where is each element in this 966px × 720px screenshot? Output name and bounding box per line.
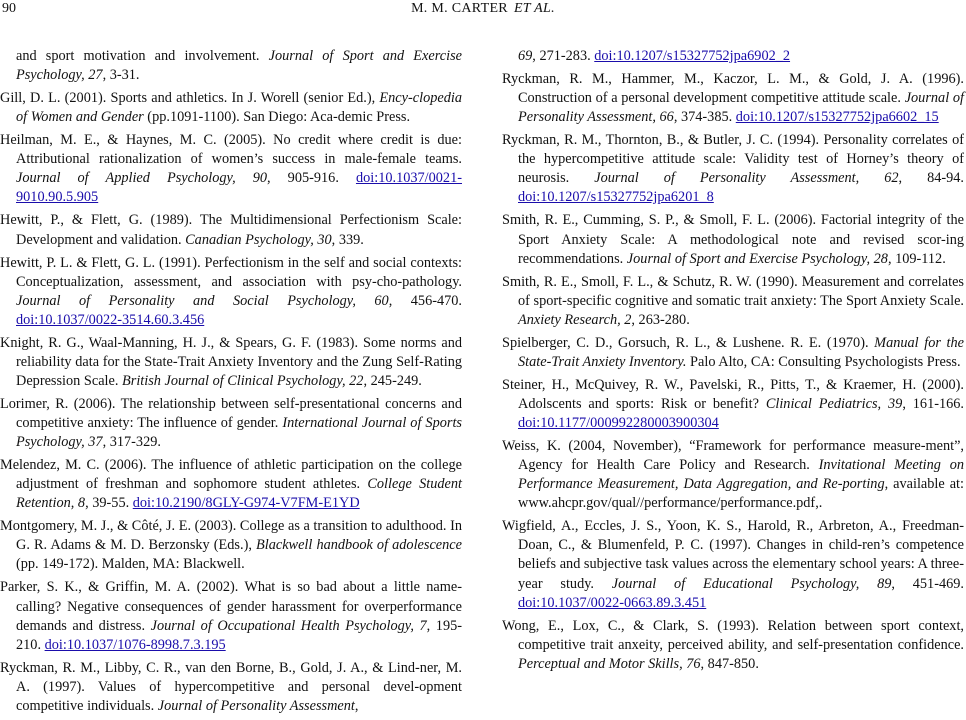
reference-text: Weiss, K. (2004, November), “Framework for performance measure-ment”, Agency for Health Care Policy and Research. [502,438,964,474]
reference-entry [502,70,964,127]
reference-journal: Perceptual and Motor Skills, 76 [518,655,701,672]
reference-pages: , 161-166. [902,395,965,412]
reference-entry [0,456,462,513]
reference-text: Gill, D. L. (2001). Sports and athletics. In J. Worell (senior Ed.), [0,90,380,107]
reference-text: Ryckman, R. M., Thornton, B., & Butler, J. C. (1994). Personality correlates of the hypercompetitive attitude scale: Validity test of Horney’s theory of neurosis. [502,132,964,187]
reference-pages: , 456-470. [388,292,463,309]
reference-journal: Journal of Personality and Social Psychology, 60 [16,292,389,309]
reference-journal: Journal of Sport and Exercise Psychology, 28 [626,250,888,267]
page-number: 90 [2,1,16,16]
reference-doi-link[interactable]: doi:10.1207/s15327752jpa6201_8 [518,189,714,206]
reference-entry [0,659,462,716]
reference-entry [502,437,964,513]
reference-journal: 69 [518,48,533,64]
reference-journal: International Journal of Sports Psychology, 37 [16,415,462,451]
reference-doi-link[interactable]: doi:10.1177/000992280003900304 [518,415,719,432]
reference-entry [0,334,462,391]
reference-journal: Journal of Educational Psychology, 89 [611,575,892,592]
running-head-authors: M. M. CARTER [411,1,508,16]
reference-text: Hewitt, P. L. & Flett, G. L. (1991). Perfectionism in the self and social contexts: Conceptualization, assessment, and association with psy-cho-pathology. [0,254,462,290]
reference-doi-link[interactable]: doi:10.1207/s15327752jpa6602_15 [735,109,939,126]
reference-entry [502,617,964,674]
reference-entry [502,376,964,433]
reference-journal: Manual for the State-Trait Anxiety Inventory. [518,334,964,370]
reference-entry [0,254,462,330]
reference-journal: Clinical Pediatrics, 39 [765,395,903,412]
reference-text: Steiner, H., McQuivey, R. W., Pavelski, R., Pitts, T., & Kraemer, H. (2000). Adolscents and sports: Risk or benefit? [502,376,964,412]
reference-text: Ryckman, R. M., Libby, C. R., van den Borne, B., Gold, J. A., & Lind-ner, M. A. (1997). Values of hypercompetitive and personal devel-opment competitive individuals. [0,659,462,714]
reference-entry [502,131,964,207]
reference-entry [502,273,964,330]
reference-pages: , [354,697,359,714]
reference-text: Montgomery, M. J., & Côté, J. E. (2003). College as a transition to adulthood. In G. R. Adams & M. D. Berzonsky (Eds.), [0,518,462,554]
reference-pages: (pp. 149-172). Malden, MA: Blackwell. [16,556,245,573]
reference-text: Wigfield, A., Eccles, J. S., Yoon, K. S., Harold, R., Arbreton, A., Freedman-Doan, C., & Blumenfeld, P. C. (1997). Changes in child-ren’s competence beliefs and subjective task values across the elementary school years: A three-year study. [502,518,964,592]
reference-pages: , 905-916. [267,170,356,187]
reference-text: Melendez, M. C. (2006). The influence of athletic participation on the college adjustment of freshman and sophomore student athletes. [0,457,462,493]
reference-pages: , 3-31. [102,67,140,84]
reference-journal: Canadian Psychology, 30 [185,231,332,248]
reference-text: Knight, R. G., Waal-Manning, H. J., & Spears, G. F. (1983). Some norms and reliability data for the State-Trait Anxiety Inventory and the Zung Self-Rating Depression Scale. [0,334,462,389]
reference-pages: , 374-385. [673,109,736,126]
reference-journal: Anxiety Research, 2 [518,311,632,328]
references-left-column [0,47,462,720]
reference-journal: Journal of Applied Psychology, 90 [16,170,268,187]
reference-entry [0,89,462,127]
reference-pages: , 317-329. [102,434,161,451]
reference-doi-link[interactable]: doi:10.1037/1076-8998.7.3.195 [44,636,226,653]
reference-entry [0,47,462,85]
reference-doi-link[interactable]: doi:10.2190/8GLY-G974-V7FM-E1YD [132,495,360,512]
reference-text: Heilman, M. E., & Haynes, M. C. (2005). No credit where credit is due: Attributional rationalization of women’s success in male-female teams. [0,132,462,168]
reference-text: Ryckman, R. M., Hammer, M., Kaczor, L. M., & Gold, J. A. (1996). Construction of a personal development competitive attitude scale. [502,70,964,107]
reference-pages: , 84-94. [898,170,965,187]
reference-entry [0,395,462,452]
reference-text: Lorimer, R. (2006). The relationship between self-presentational concerns and competitive anxiety: The influence of gender. [0,395,462,432]
reference-doi-link[interactable]: doi:10.1037/0022-3514.60.3.456 [16,311,205,328]
reference-pages: Palo Alto, CA: Consulting Psychologists Press. [686,353,961,370]
reference-doi-link[interactable]: doi:10.1207/s15327752jpa6902_2 [594,48,791,64]
reference-pages: , 263-280. [631,311,690,328]
reference-pages: , 245-249. [363,372,422,389]
running-head-et-al: ET AL. [513,1,555,16]
reference-pages: , 339. [331,231,364,248]
reference-pages: , 847-850. [700,655,759,672]
reference-text: Smith, R. E., Cumming, S. P., & Smoll, F. L. (2006). Factorial integrity of the Sport Anxiety Scale: A methodological note and revised scor-ing recommendations. [502,212,964,267]
reference-text: Parker, S. K., & Griffin, M. A. (2002). What is so bad about a little name-calling? Negative consequences of gender harassment for overperformance demands and distress. [0,579,462,634]
reference-entry [502,47,964,66]
reference-journal: Journal of Personality Assessment, 62 [594,170,899,187]
references-right-column [502,47,964,678]
reference-text: and sport motivation and involvement. [16,48,269,64]
reference-text: Smith, R. E., Smoll, F. L., & Schutz, R. W. (1990). Measurement and correlates of sport-specific cognitive and somatic trait anxiety: The Sport Anxiety Scale. [502,273,964,309]
reference-entry [502,334,964,372]
reference-journal: Journal of Occupational Health Psychology, 7 [150,617,427,634]
page-header [0,0,966,22]
running-head [0,0,966,18]
reference-journal: Journal of Personality Assessment, 66 [518,90,965,126]
reference-entry [0,578,462,654]
reference-journal: Journal of Personality Assessment [157,697,355,714]
reference-text: Hewitt, P., & Flett, G. (1989). The Multidimensional Perfectionism Scale: Development and validation. [0,212,462,248]
reference-pages: , available at: www.ahcpr.gov/qual//performance/performance.pdf,. [518,476,964,512]
reference-journal: Invitational Meeting on Performance Measurement, Data Aggregation, and Re-porting [518,457,964,493]
reference-journal: British Journal of Clinical Psychology, 22 [122,372,364,389]
reference-pages: , 195-210. [16,617,463,653]
reference-pages: , 109-112. [887,250,946,267]
reference-text: Wong, E., Lox, C., & Clark, S. (1993). Relation between sport context, competitive trait anxeity, perceived ability, and self-presentation confidence. [502,617,964,653]
reference-entry [0,517,462,574]
reference-pages: , 39-55. [85,495,133,512]
reference-journal: Ency-clopedia of Women and Gender [16,90,462,126]
reference-pages: , 451-469. [891,575,964,592]
reference-pages: , 271-283. [532,48,595,64]
reference-entry [0,131,462,207]
reference-entry [502,211,964,268]
reference-doi-link[interactable]: doi:10.1037/0022-0663.89.3.451 [518,594,707,611]
reference-journal: Journal of Sport and Exercise Psychology, 27 [16,48,462,84]
reference-journal: Blackwell handbook of adolescence [256,537,462,554]
reference-text: Spielberger, C. D., Gorsuch, R. L., & Lushene. R. E. (1970). [502,334,875,351]
reference-entry [0,211,462,249]
reference-entry [502,517,964,612]
reference-journal: College Student Retention, 8 [16,476,462,512]
reference-pages: (pp.1091-1100). San Diego: Aca-demic Press. [143,109,411,126]
reference-doi-link[interactable]: doi:10.1037/0021-9010.90.5.905 [16,170,462,206]
